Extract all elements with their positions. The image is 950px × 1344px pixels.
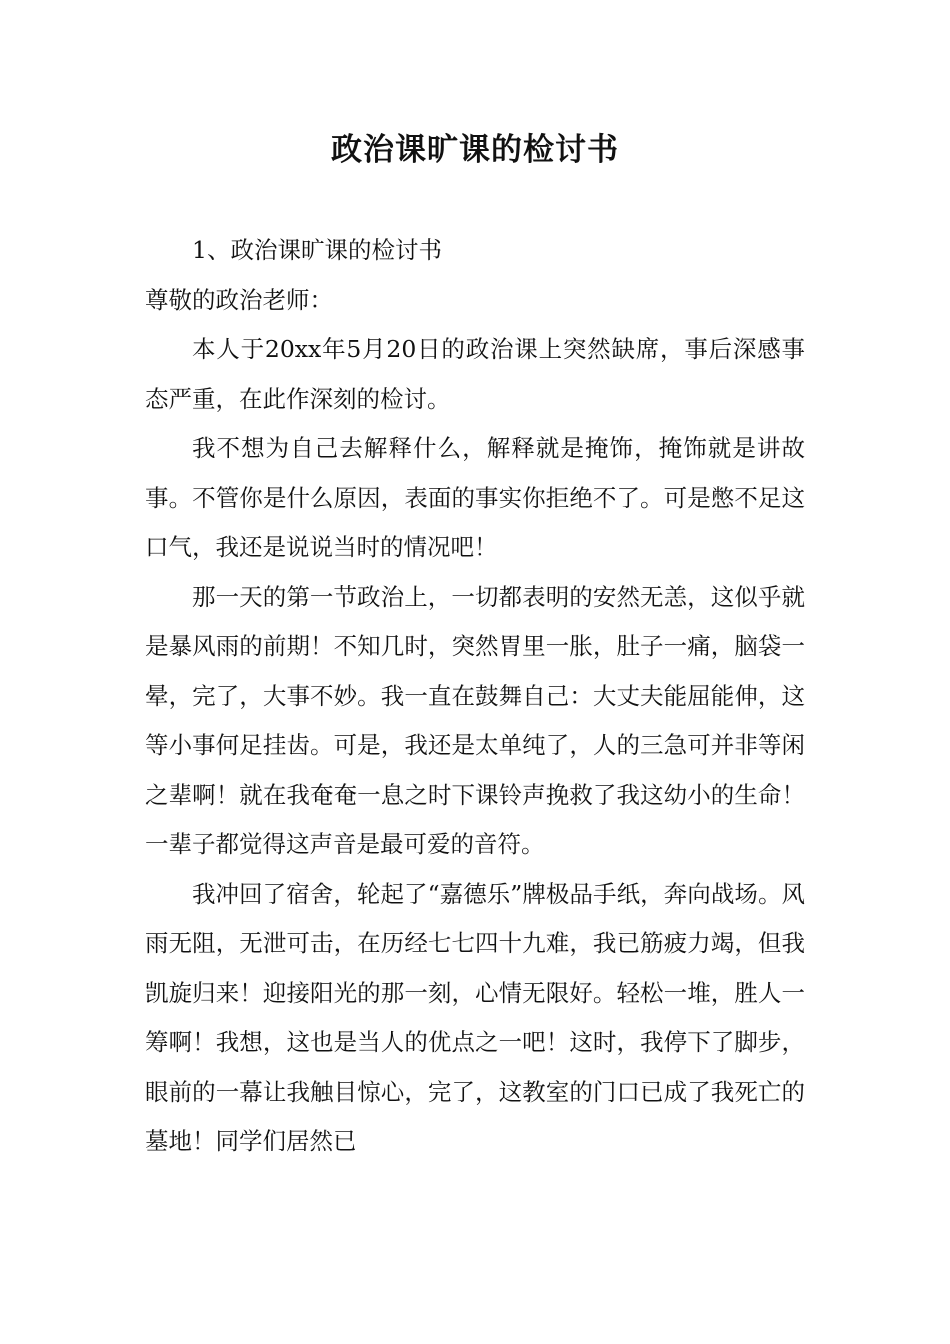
document-body — [145, 226, 805, 1167]
paragraph-4: 我冲回了宿舍，轮起了“嘉德乐”牌极品手纸，奔向战场。风雨无阻，无泄可击，在历经七七四十九难，我已筋疲力竭，但我凯旋归来！迎接阳光的那一刻，心情无限好。轻松一堆，胜人一筹啊！我想，这也是当人的优点之一吧！这时，我停下了脚步，眼前的一幕让我触目惊心，完了，这教室的门口已成了我死亡的墓地！同学们居然已 — [145, 879, 805, 1155]
paragraph-1: 本人于20xx年5月20日的政治课上突然缺席，事后深感事态严重，在此作深刻的检讨。 — [145, 335, 805, 413]
paragraph-2: 我不想为自己去解释什么，解释就是掩饰，掩饰就是讲故事。不管你是什么原因，表面的事实你拒绝不了。可是憋不足这口气，我还是说说当时的情况吧！ — [145, 434, 805, 561]
paragraph-3: 那一天的第一节政治上，一切都表明的安然无恙，这似乎就是暴风雨的前期！不知几时，突然胃里一胀，肚子一痛，脑袋一晕，完了，大事不妙。我一直在鼓舞自己：大丈夫能屈能伸，这等小事何足挂齿。可是，我还是太单纯了，人的三急可并非等闲之辈啊！就在我奄奄一息之时下课铃声挽救了我这幼小的生命！一辈子都觉得这声音是最可爱的音符。 — [145, 582, 805, 858]
document-title: 政治课旷课的检讨书 — [331, 132, 619, 168]
salutation: 尊敬的政治老师： — [145, 285, 333, 314]
section-heading: 1、政治课旷课的检讨书 — [192, 236, 442, 264]
